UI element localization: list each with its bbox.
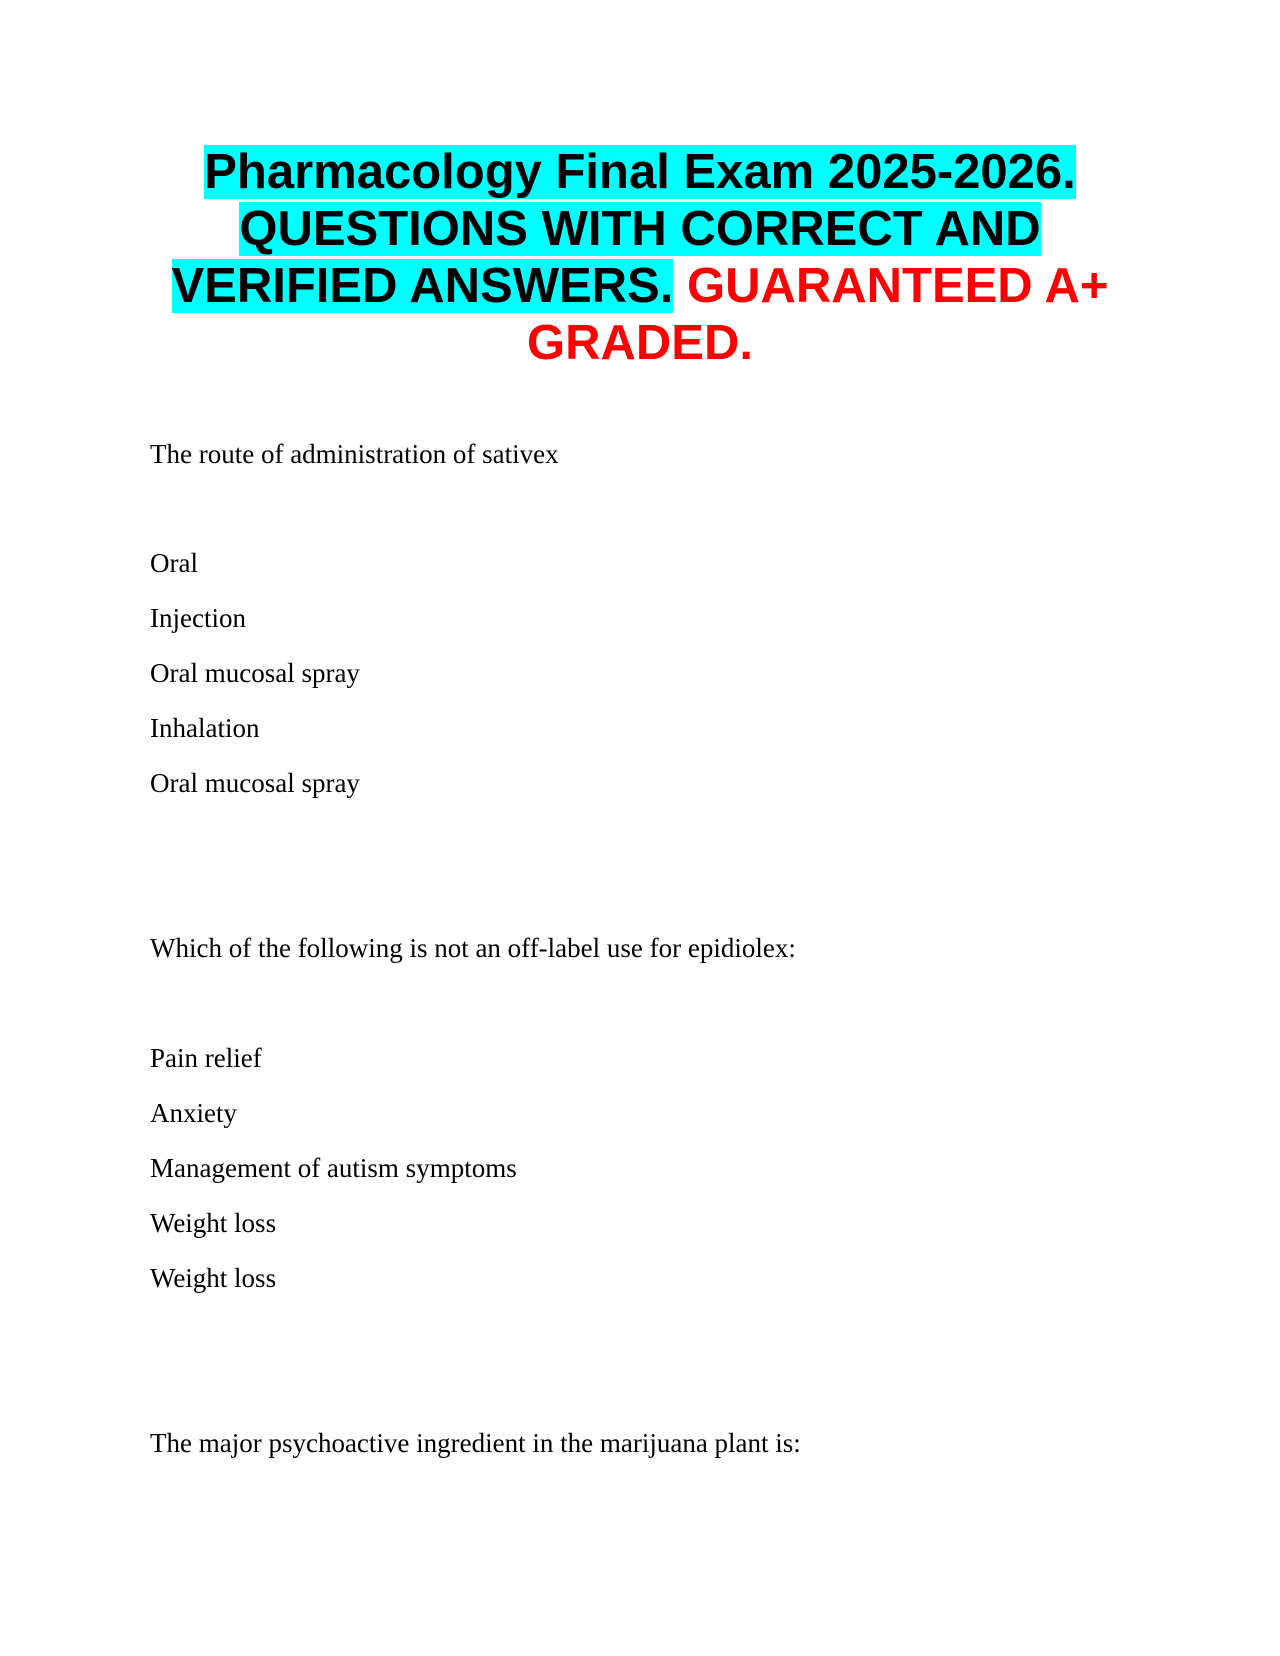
title-highlight-line-2: QUESTIONS WITH CORRECT AND — [239, 202, 1041, 256]
title-highlight-line-1: Pharmacology Final Exam 2025-2026. — [204, 145, 1076, 199]
title-highlight-line-3: VERIFIED ANSWERS. — [171, 259, 674, 313]
question-1-option-3: Oral mucosal spray — [150, 658, 360, 688]
question-2-option-3: Management of autism symptoms — [150, 1153, 517, 1183]
question-2-text: Which of the following is not an off-label use for epidiolex: — [150, 933, 796, 963]
question-2-option-1: Pain relief — [150, 1043, 262, 1073]
question-1-option-1: Oral — [150, 548, 198, 578]
title-red-text-2: GRADED. — [527, 316, 753, 370]
question-1-text: The route of administration of sativex — [150, 439, 559, 469]
question-3-text: The major psychoactive ingredient in the marijuana plant is: — [150, 1428, 801, 1458]
question-1-answer: Oral mucosal spray — [150, 768, 360, 798]
question-1-option-2: Injection — [150, 603, 246, 633]
document-title — [120, 144, 1160, 372]
question-2-option-4: Weight loss — [150, 1208, 277, 1238]
question-2-option-2: Anxiety — [150, 1098, 237, 1128]
question-2-answer: Weight loss — [150, 1263, 277, 1293]
title-red-text-1: GUARANTEED A+ — [686, 259, 1109, 313]
question-1-option-4: Inhalation — [150, 713, 260, 743]
